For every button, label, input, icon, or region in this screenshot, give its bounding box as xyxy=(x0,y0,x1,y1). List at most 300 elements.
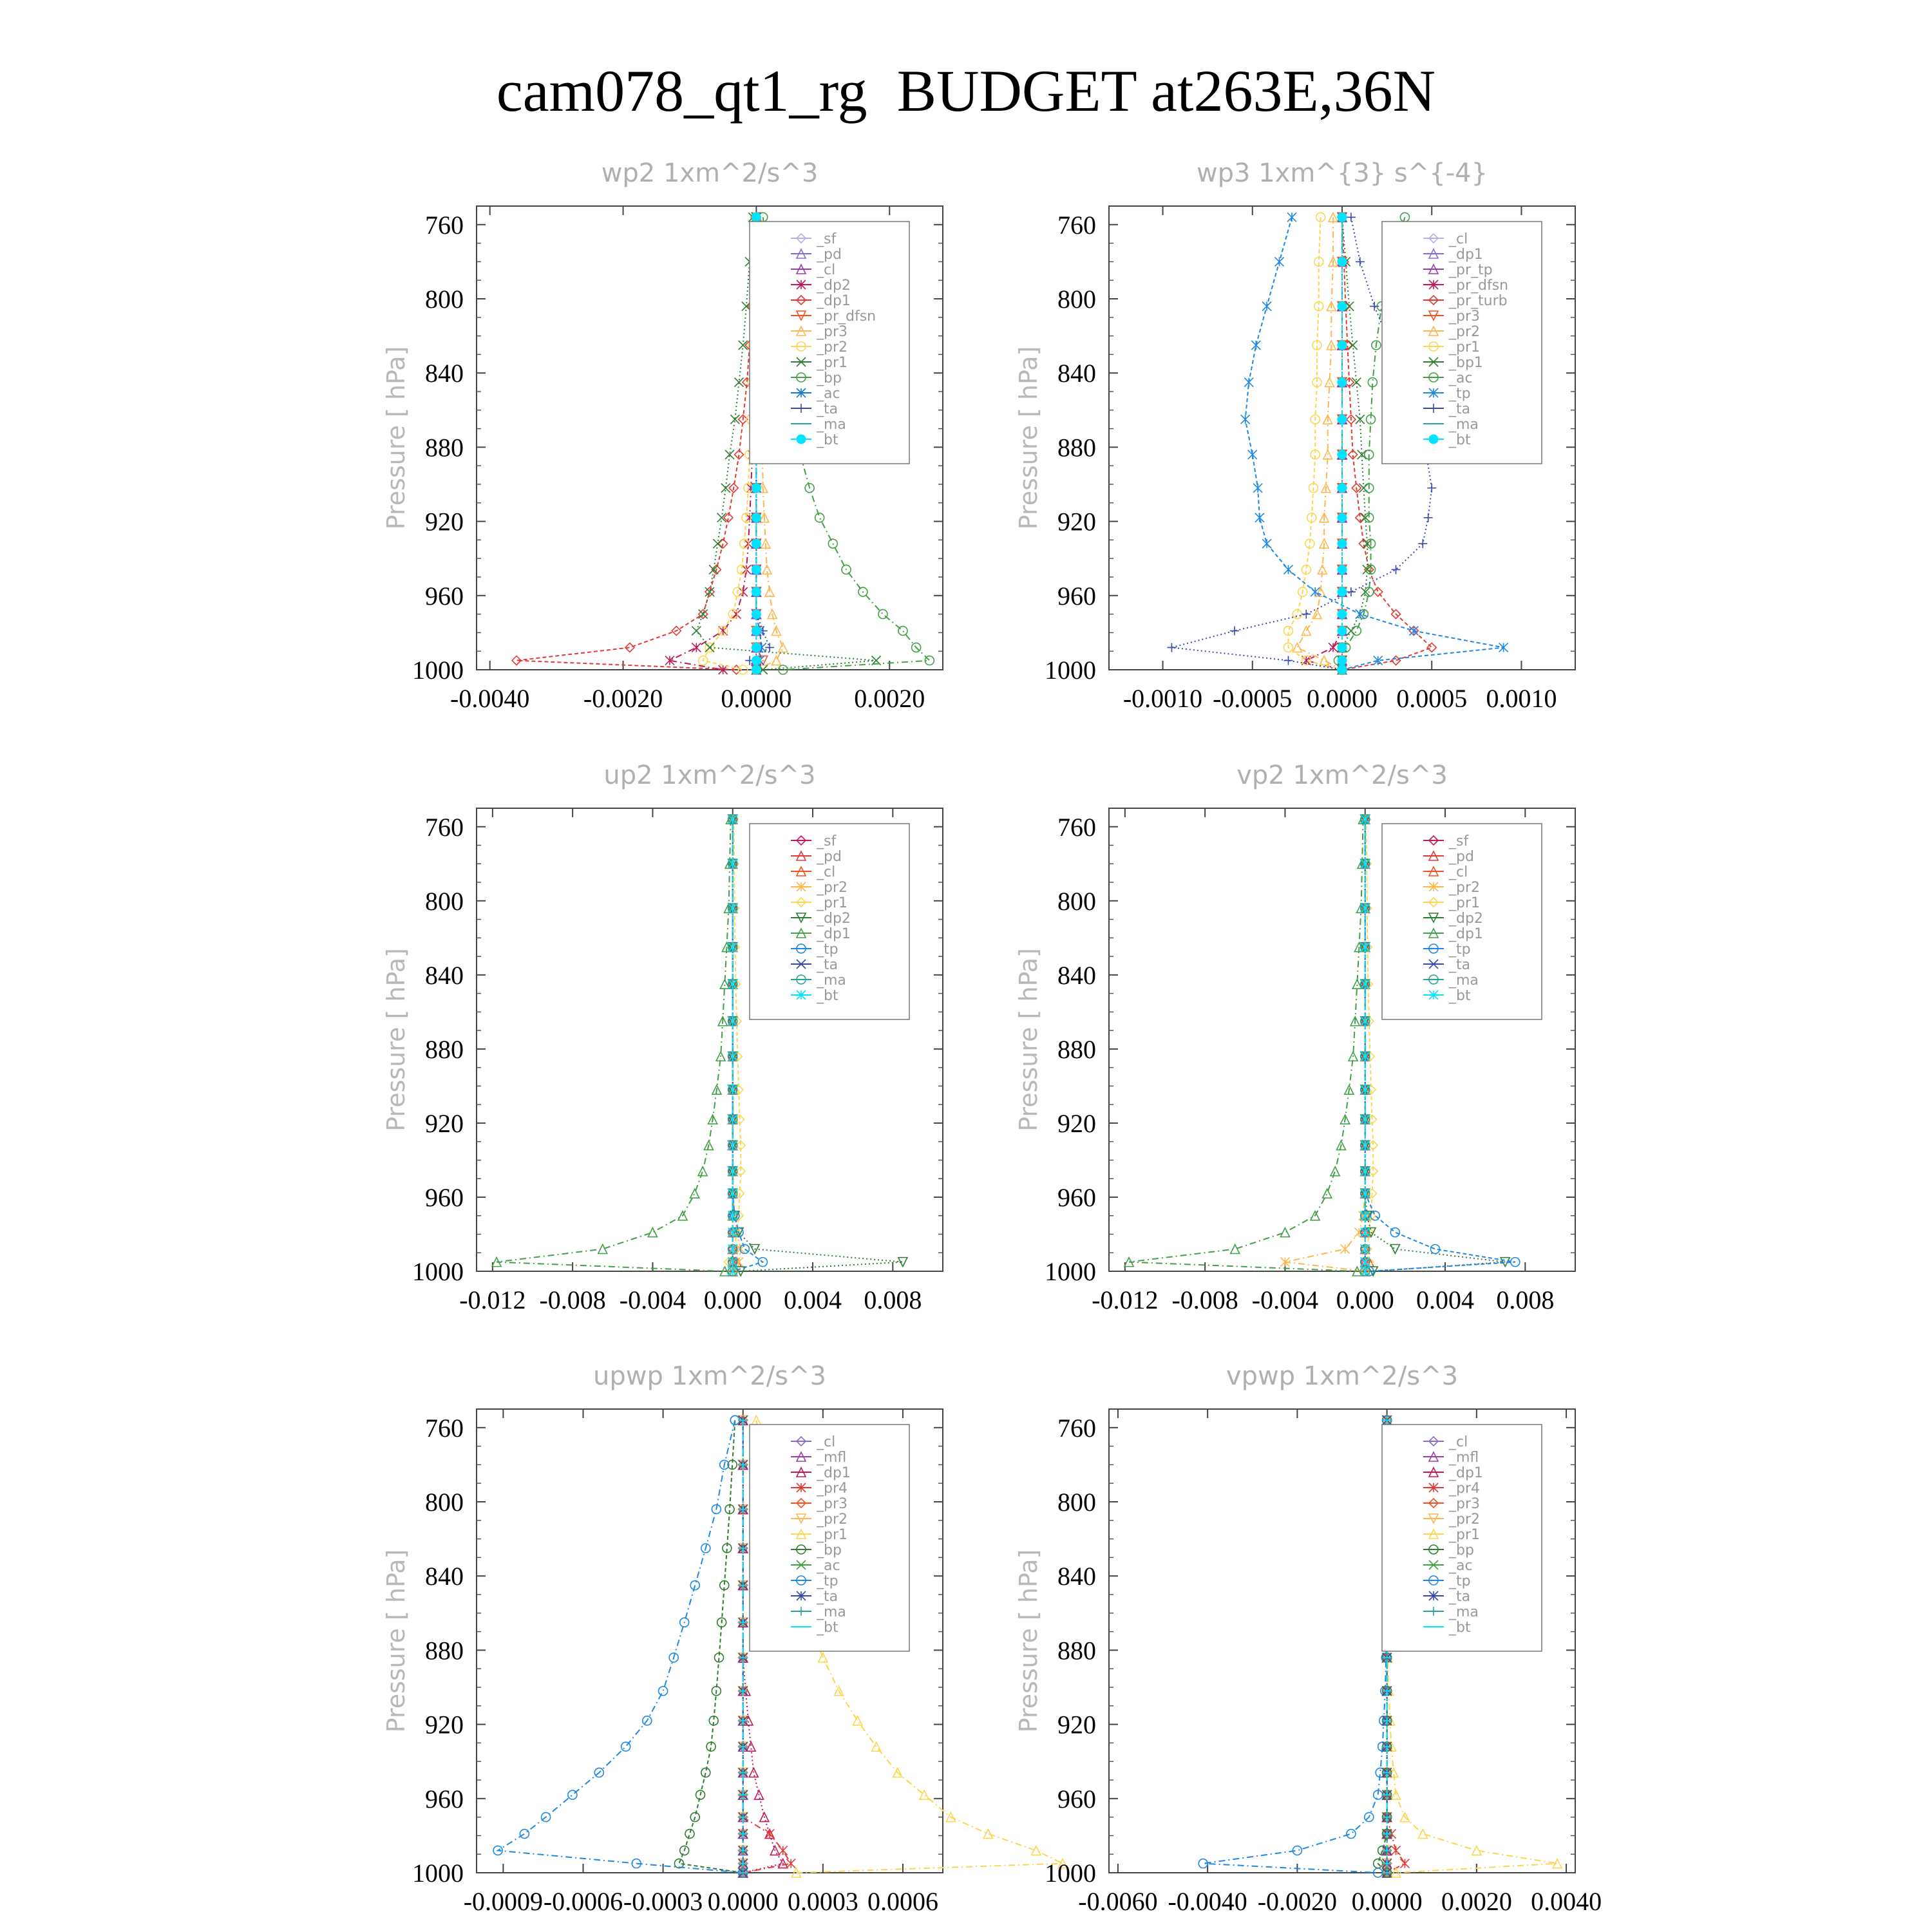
legend-label: _pd xyxy=(1449,849,1474,865)
data-point xyxy=(1347,213,1356,222)
legend xyxy=(1382,222,1542,464)
legend-label: _dp1 xyxy=(1449,247,1483,263)
x-tick-label: -0.012 xyxy=(459,1285,526,1314)
data-point xyxy=(1338,450,1347,459)
legend-label: _pd xyxy=(817,247,842,263)
legend-label: _bp1 xyxy=(1449,355,1483,371)
x-tick-label: -0.0005 xyxy=(1213,684,1293,713)
legend xyxy=(1382,1425,1542,1651)
legend-label: _pr2 xyxy=(817,880,848,896)
legend-label: _bp xyxy=(1449,1542,1474,1558)
data-point xyxy=(1323,1189,1332,1198)
y-tick-label: 800 xyxy=(1057,886,1096,916)
series-pr2 xyxy=(1280,815,1369,1276)
chart-panel-2 xyxy=(1014,158,1575,713)
data-point xyxy=(1400,1859,1409,1868)
data-point xyxy=(1338,257,1347,266)
data-point xyxy=(1390,1228,1399,1237)
y-axis-label: Pressure [ hPa] xyxy=(1014,1549,1043,1733)
y-tick-label: 960 xyxy=(425,581,464,611)
panel-title: vp2 1xm^2/s^3 xyxy=(1236,761,1448,790)
y-tick-label: 760 xyxy=(425,1413,464,1443)
data-point xyxy=(1262,302,1271,311)
data-point xyxy=(728,1211,737,1220)
data-point xyxy=(1338,565,1347,574)
x-tick-label: 0.0000 xyxy=(721,684,792,713)
data-point xyxy=(1356,257,1365,266)
y-tick-label: 1000 xyxy=(1045,656,1096,685)
legend-label: _pr4 xyxy=(817,1481,848,1497)
data-point xyxy=(685,1830,694,1839)
legend-label: _ac xyxy=(817,1558,840,1574)
y-tick-label: 960 xyxy=(425,1182,464,1212)
x-tick-label: 0.0006 xyxy=(867,1887,938,1916)
data-point xyxy=(1275,257,1284,266)
data-point xyxy=(1338,539,1347,548)
data-point xyxy=(1347,587,1356,596)
x-tick-label: -0.008 xyxy=(539,1285,606,1314)
data-point xyxy=(1244,378,1253,387)
legend-label: _ma xyxy=(817,417,846,433)
legend-label: _cl xyxy=(1449,1434,1468,1450)
y-tick-label: 920 xyxy=(1057,1108,1096,1138)
data-point xyxy=(1248,450,1257,459)
data-point xyxy=(705,643,714,652)
y-tick-label: 920 xyxy=(1057,1710,1096,1739)
data-point xyxy=(983,1830,992,1839)
panel-title: wp3 1xm^{3} s^{-4} xyxy=(1196,158,1488,188)
x-tick-label: 0.000 xyxy=(703,1285,762,1314)
data-point xyxy=(690,1581,699,1590)
legend-label: _ac xyxy=(1449,370,1473,386)
y-tick-label: 960 xyxy=(1057,581,1096,611)
y-tick-label: 880 xyxy=(425,1636,464,1665)
series-line xyxy=(1285,819,1365,1271)
x-tick-label: 0.0010 xyxy=(1486,684,1557,713)
data-point xyxy=(853,1716,862,1725)
legend-label: _bt xyxy=(817,1620,838,1636)
legend-label: _bt xyxy=(817,988,838,1004)
y-tick-label: 880 xyxy=(425,433,464,462)
x-tick-label: -0.0009 xyxy=(463,1887,544,1916)
data-point xyxy=(1251,341,1260,350)
data-point xyxy=(705,587,714,596)
data-point xyxy=(1361,1211,1370,1220)
data-point xyxy=(1167,643,1176,652)
chart-panel-6 xyxy=(1014,1361,1602,1916)
data-point xyxy=(1032,1846,1041,1855)
x-tick-label: 0.0020 xyxy=(1441,1887,1512,1916)
legend-label: _tp xyxy=(1449,386,1471,402)
legend-label: _pr3 xyxy=(817,1496,848,1512)
legend-label: _dp1 xyxy=(817,926,851,942)
data-point xyxy=(1356,415,1365,424)
y-tick-label: 880 xyxy=(425,1034,464,1064)
data-point xyxy=(648,1228,657,1237)
data-point xyxy=(1302,610,1311,619)
data-point xyxy=(1390,1244,1399,1253)
legend-label: _sf xyxy=(817,231,837,247)
data-point xyxy=(1347,1830,1356,1839)
data-point xyxy=(1361,1052,1370,1061)
data-point xyxy=(752,643,761,652)
data-point xyxy=(1253,484,1262,493)
x-tick-label: -0.004 xyxy=(619,1285,687,1314)
data-point xyxy=(1262,539,1271,548)
data-point xyxy=(725,450,734,459)
legend-label: _tp xyxy=(817,942,838,958)
data-point xyxy=(659,1687,668,1696)
chart-panel-5 xyxy=(382,1361,1067,1916)
data-point xyxy=(752,627,761,636)
series-pr1 xyxy=(724,815,746,1276)
series-dp1 xyxy=(492,815,735,1276)
legend-label: _pr_tp xyxy=(1449,262,1493,278)
data-point xyxy=(520,1830,529,1839)
chart-panel-4 xyxy=(1014,761,1575,1314)
legend-label: _dp1 xyxy=(1449,926,1483,942)
legend-label: _dp2 xyxy=(817,278,851,294)
x-tick-label: -0.0060 xyxy=(1078,1887,1158,1916)
data-point xyxy=(1302,627,1311,636)
legend-label: _ac xyxy=(1449,1558,1473,1574)
data-point xyxy=(728,1085,737,1094)
data-point xyxy=(692,627,701,636)
data-point xyxy=(1231,1244,1240,1253)
data-point xyxy=(699,610,708,619)
legend-label: _pr_dfsn xyxy=(1449,278,1509,294)
data-point xyxy=(1293,610,1302,619)
data-point xyxy=(1424,513,1433,522)
y-tick-label: 1000 xyxy=(412,656,464,685)
series-dp1 xyxy=(1124,815,1368,1276)
y-tick-label: 840 xyxy=(1057,359,1096,388)
legend-label: _pr2 xyxy=(817,339,848,355)
series-bp xyxy=(674,1416,747,1877)
legend-label: _dp2 xyxy=(817,911,851,927)
y-tick-label: 960 xyxy=(425,1784,464,1814)
y-tick-label: 760 xyxy=(425,210,464,240)
series-line xyxy=(497,819,731,1271)
legend-label: _tp xyxy=(1449,942,1471,958)
data-point xyxy=(779,643,788,652)
y-tick-label: 920 xyxy=(425,507,464,536)
data-point xyxy=(728,1258,737,1267)
legend-label: _mfl xyxy=(1449,1450,1479,1466)
data-point xyxy=(752,665,761,674)
data-point xyxy=(752,565,761,574)
data-point xyxy=(739,587,748,596)
series-line xyxy=(1203,1420,1387,1873)
data-point xyxy=(1499,643,1508,652)
legend-label: _bp xyxy=(817,1542,842,1558)
x-tick-label: -0.0040 xyxy=(1168,1887,1247,1916)
data-point xyxy=(1329,643,1338,652)
legend-label: _ta xyxy=(1449,957,1471,973)
data-point xyxy=(752,513,761,522)
x-tick-label: -0.0003 xyxy=(623,1887,703,1916)
x-tick-label: -0.0006 xyxy=(543,1887,623,1916)
chart-panel-3 xyxy=(382,761,943,1314)
y-tick-label: 880 xyxy=(1057,1034,1096,1064)
data-point xyxy=(1338,587,1347,596)
series-tp xyxy=(1198,1416,1391,1877)
series-bt xyxy=(1361,815,1370,1276)
legend-label: _sf xyxy=(1449,833,1469,849)
data-point xyxy=(1338,415,1347,424)
legend-label: _sf xyxy=(817,833,837,849)
legend xyxy=(750,222,909,464)
data-point xyxy=(1370,302,1379,311)
chart-panel-1 xyxy=(382,158,943,713)
y-axis-label: Pressure [ hPa] xyxy=(1014,948,1043,1132)
legend-label: _pr3 xyxy=(1449,308,1481,325)
series-dp1 xyxy=(512,213,759,674)
data-point xyxy=(1361,1228,1370,1237)
x-tick-label: 0.0020 xyxy=(854,684,925,713)
series-bt xyxy=(728,815,737,1276)
data-point xyxy=(1283,565,1293,574)
legend-label: _tp xyxy=(817,1573,838,1589)
data-point xyxy=(752,610,761,619)
data-point xyxy=(1392,565,1401,574)
data-point xyxy=(765,643,774,652)
data-point xyxy=(1338,341,1347,350)
y-tick-label: 800 xyxy=(1057,1488,1096,1517)
series-line xyxy=(1129,819,1363,1271)
legend-label: _pr1 xyxy=(817,895,848,911)
panel-title: upwp 1xm^2/s^3 xyxy=(593,1361,826,1391)
data-point xyxy=(1361,1085,1370,1094)
data-point xyxy=(1392,1846,1401,1855)
y-tick-label: 760 xyxy=(1057,1413,1096,1443)
legend-label: _ta xyxy=(817,401,838,417)
data-point xyxy=(690,1189,699,1198)
legend-label: _pr2 xyxy=(1449,1511,1481,1528)
data-point xyxy=(1361,1017,1370,1026)
data-point xyxy=(779,1846,788,1855)
y-tick-label: 1000 xyxy=(1045,1859,1096,1888)
y-tick-label: 960 xyxy=(1057,1182,1096,1212)
data-point xyxy=(692,643,701,652)
legend-label: _ma xyxy=(1449,417,1479,433)
data-point xyxy=(1427,484,1436,493)
y-tick-label: 760 xyxy=(1057,210,1096,240)
data-point xyxy=(819,1653,828,1662)
series-line xyxy=(1288,217,1342,670)
data-point xyxy=(898,627,907,636)
page-title: cam078_qt1_rg BUDGET at263E,36N xyxy=(496,58,1436,124)
x-tick-label: -0.0020 xyxy=(1257,1887,1338,1916)
legend-label: _dp1 xyxy=(817,293,851,309)
y-tick-label: 840 xyxy=(425,1562,464,1591)
x-tick-label: -0.012 xyxy=(1092,1285,1159,1314)
series-pr1 xyxy=(1283,213,1347,674)
y-axis-label: Pressure [ hPa] xyxy=(382,346,410,530)
series-line xyxy=(679,1420,743,1873)
data-point xyxy=(728,1017,737,1026)
data-point xyxy=(752,484,761,493)
x-tick-label: 0.008 xyxy=(864,1285,922,1314)
data-point xyxy=(568,1790,577,1799)
legend-label: _pr3 xyxy=(1449,1496,1481,1512)
data-point xyxy=(1331,1167,1340,1176)
x-tick-label: 0.008 xyxy=(1496,1285,1555,1314)
legend xyxy=(750,824,909,1019)
data-point xyxy=(765,1830,774,1839)
data-point xyxy=(621,1742,630,1751)
legend-label: _bt xyxy=(817,432,838,448)
legend-label: _ma xyxy=(1449,972,1479,989)
legend-label: _pr1 xyxy=(817,1527,848,1543)
x-tick-label: 0.004 xyxy=(1416,1285,1475,1314)
legend-label: _ac xyxy=(817,386,840,402)
data-point xyxy=(1338,643,1347,652)
x-tick-label: 0.0000 xyxy=(707,1887,779,1916)
legend-label: _pr3 xyxy=(817,324,848,340)
legend-label: _pr2 xyxy=(1449,324,1481,340)
data-point xyxy=(1283,656,1293,665)
data-point xyxy=(1280,1228,1289,1237)
series-line xyxy=(670,217,756,670)
data-point xyxy=(752,587,761,596)
panel-title: vpwp 1xm^2/s^3 xyxy=(1226,1361,1459,1391)
data-point xyxy=(1361,943,1370,952)
data-point xyxy=(1320,656,1329,665)
series-line xyxy=(498,1420,743,1873)
data-point xyxy=(815,513,824,522)
data-point xyxy=(1338,302,1347,311)
y-tick-label: 880 xyxy=(1057,1636,1096,1665)
legend-label: _dp1 xyxy=(817,1465,851,1481)
y-tick-label: 760 xyxy=(425,812,464,842)
legend-label: _ta xyxy=(1449,401,1471,417)
data-point xyxy=(728,1228,737,1237)
data-point xyxy=(598,1244,607,1253)
data-point xyxy=(1338,513,1347,522)
series-tp xyxy=(493,1416,748,1877)
y-axis-label: Pressure [ hPa] xyxy=(382,948,410,1132)
x-tick-label: -0.0040 xyxy=(450,684,530,713)
data-point xyxy=(1341,1244,1350,1253)
x-tick-label: 0.004 xyxy=(784,1285,842,1314)
y-tick-label: 920 xyxy=(425,1710,464,1739)
series-line xyxy=(1342,217,1367,670)
y-tick-label: 920 xyxy=(425,1108,464,1138)
y-tick-label: 960 xyxy=(1057,1784,1096,1814)
y-axis-label: Pressure [ hPa] xyxy=(1014,346,1043,530)
legend-label: _ma xyxy=(817,972,846,989)
y-tick-label: 920 xyxy=(1057,507,1096,536)
data-point xyxy=(752,213,761,222)
legend-label: _pr2 xyxy=(1449,880,1481,896)
series-pr1 xyxy=(1361,815,1378,1276)
legend-label: _ma xyxy=(817,1604,846,1620)
data-point xyxy=(740,1244,749,1253)
legend-label: _dp2 xyxy=(1449,911,1483,927)
legend-marker xyxy=(797,435,806,444)
x-tick-label: 0.0000 xyxy=(1307,684,1378,713)
x-tick-label: 0.0005 xyxy=(1396,684,1468,713)
y-tick-label: 800 xyxy=(425,886,464,916)
panel-title: wp2 1xm^2/s^3 xyxy=(601,158,819,188)
legend-label: _pr2 xyxy=(817,1511,848,1528)
data-point xyxy=(1338,213,1347,222)
series-pr2 xyxy=(1293,213,1347,674)
legend-label: _cl xyxy=(1449,864,1468,880)
data-point xyxy=(752,539,761,548)
y-tick-label: 840 xyxy=(425,359,464,388)
legend-label: _pr1 xyxy=(1449,895,1481,911)
series-line xyxy=(703,217,755,670)
y-tick-label: 880 xyxy=(1057,433,1096,462)
data-point xyxy=(1241,415,1250,424)
x-tick-label: 0.0040 xyxy=(1531,1887,1602,1916)
series-line xyxy=(729,819,741,1271)
legend-label: _cl xyxy=(817,864,836,880)
data-point xyxy=(1338,627,1347,636)
y-tick-label: 1000 xyxy=(412,1859,464,1888)
legend-label: _tp xyxy=(1449,1573,1471,1589)
legend-label: _bt xyxy=(1449,988,1471,1004)
legend-label: _cl xyxy=(817,1434,836,1450)
data-point xyxy=(878,610,887,619)
legend-label: _pr4 xyxy=(1449,1481,1481,1497)
data-point xyxy=(1352,627,1361,636)
data-point xyxy=(1255,513,1264,522)
data-point xyxy=(1361,1258,1370,1267)
y-axis-label: Pressure [ hPa] xyxy=(382,1549,410,1733)
y-tick-label: 800 xyxy=(1057,285,1096,314)
data-point xyxy=(1230,627,1239,636)
data-point xyxy=(772,656,781,665)
y-tick-label: 800 xyxy=(425,285,464,314)
data-point xyxy=(1338,656,1347,665)
legend-label: _pr_dfsn xyxy=(817,308,876,325)
legend-label: _pr1 xyxy=(817,355,848,371)
legend-label: _bt xyxy=(1449,432,1471,448)
y-tick-label: 1000 xyxy=(1045,1257,1096,1286)
x-tick-label: 0.0000 xyxy=(1351,1887,1423,1916)
legend xyxy=(750,1425,909,1651)
legend-label: _cl xyxy=(1449,231,1468,247)
legend-marker xyxy=(1429,435,1438,444)
series-pr2 xyxy=(728,815,745,1276)
y-tick-label: 840 xyxy=(1057,1562,1096,1591)
legend-label: _bp xyxy=(817,370,842,386)
legend-label: _ta xyxy=(1449,1589,1471,1605)
x-tick-label: -0.004 xyxy=(1251,1285,1319,1314)
data-point xyxy=(1287,213,1296,222)
data-point xyxy=(728,1052,737,1061)
data-point xyxy=(728,943,737,952)
legend-label: _dp1 xyxy=(1449,1465,1483,1481)
series-pr_dfsn xyxy=(1302,213,1347,674)
data-point xyxy=(1338,484,1347,493)
x-tick-label: -0.0020 xyxy=(583,684,663,713)
series-line xyxy=(1365,819,1373,1271)
legend-label: _ta xyxy=(817,957,838,973)
legend-label: _pr1 xyxy=(1449,1527,1481,1543)
x-tick-label: -0.008 xyxy=(1171,1285,1238,1314)
panel-title: up2 1xm^2/s^3 xyxy=(603,761,816,790)
data-point xyxy=(1338,378,1347,387)
data-point xyxy=(1347,627,1356,636)
data-point xyxy=(1418,1830,1427,1839)
x-tick-label: 0.000 xyxy=(1336,1285,1394,1314)
legend-label: _bt xyxy=(1449,1620,1471,1636)
x-tick-label: 0.0003 xyxy=(787,1887,858,1916)
